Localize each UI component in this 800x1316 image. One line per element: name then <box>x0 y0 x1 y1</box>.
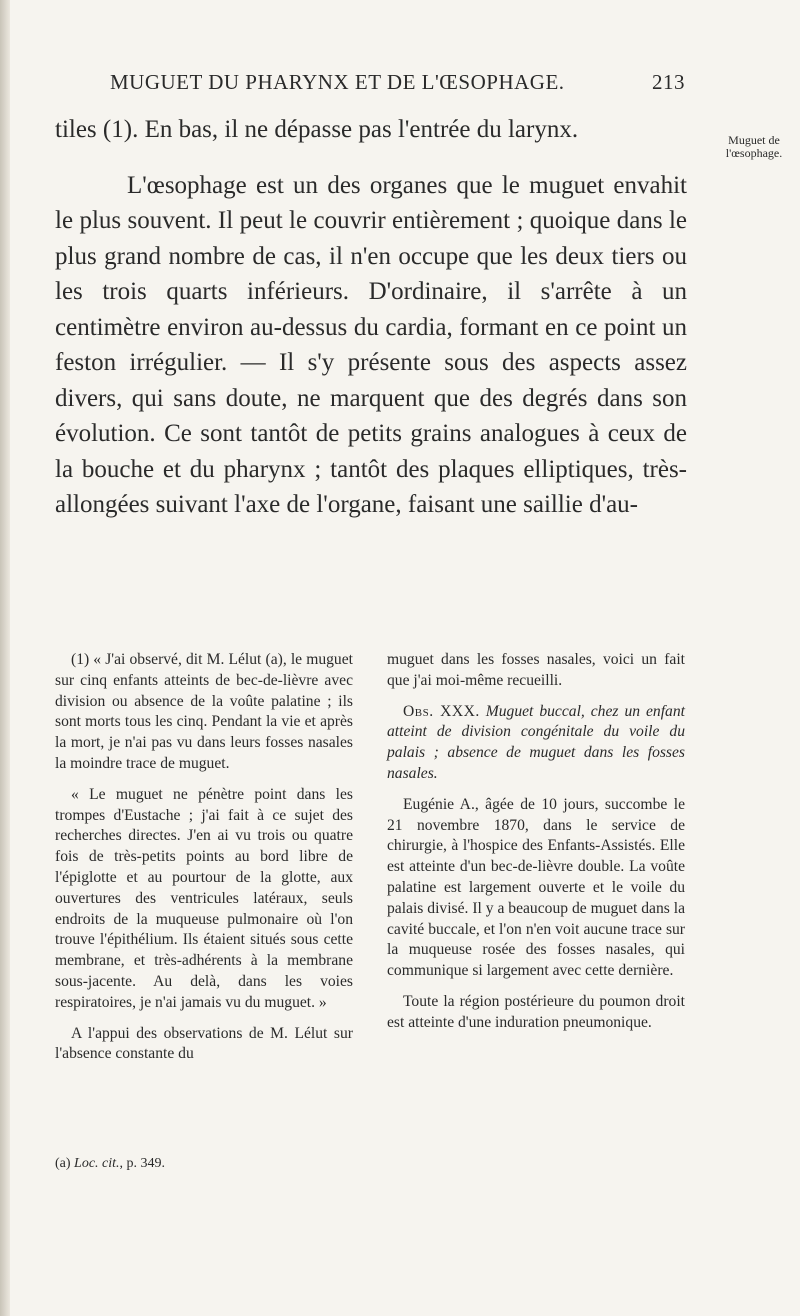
footnote-paragraph: « Le muguet ne pénètre point dans les trompes d'Eustache ; j'ai fait à ce sujet des recherches directes. J'en ai vu trois ou quatre fois de très-petits points au bord libre de l'épiglotte et au pourtour de la glotte, aux ouvertures des ventricules latéraux, seuls endroits de la muqueuse pulmonaire où l'on trouve l'épithélium. Ils étaient situés sous cette membrane, et très-adhérents à la membrane sous-jacente. Au delà, dans les voies respiratoires, je n'ai jamais vu du muguet. » <box>55 785 353 1011</box>
main-text <box>55 112 687 523</box>
running-head <box>110 70 685 95</box>
footnote-columns <box>55 650 685 1075</box>
footnote-paragraph: A l'appui des observations de M. Lélut sur l'absence constante du <box>55 1024 353 1063</box>
footnote-paragraph: (1) « J'ai observé, dit M. Lélut (a), le muguet sur cinq enfants atteints de bec-de-lièvre avec division ou absence de la voûte palatine ; ils sont morts tous les cinq. Pendant la vie et après la mort, je n'ai pas vu dans leurs fosses nasales la moindre trace de muguet. <box>55 651 353 772</box>
sub-footnote-marker: (a) <box>55 1156 71 1171</box>
observation-paragraph: Eugénie A., âgée de 10 jours, succombe le 21 novembre 1870, dans le service de chirurgie, à l'hospice des Enfants-Assistés. Elle est atteinte d'un bec-de-lièvre double. La voûte palatine est largement ouverte et le voile du palais divisé. Il y a beaucoup de muguet dans la cavité buccale, et l'on n'en voit aucune trace sur la muqueuse rosée des fosses nasales, qui communique si largement avec cette dernière. <box>387 795 685 980</box>
binding-edge <box>0 0 10 1316</box>
footnote-left-column <box>55 650 353 1075</box>
footnote-paragraph: muguet dans les fosses nasales, voici un fait que j'ai moi-même recueilli. <box>387 651 685 689</box>
sub-footnote <box>55 1156 355 1172</box>
observation-number: Obs. XXX. <box>403 702 480 720</box>
observation-paragraph: Toute la région postérieure du poumon droit est atteinte d'une induration pneumonique. <box>387 992 685 1031</box>
margin-note: Muguet de l'œsophage. <box>725 133 783 160</box>
sub-footnote-page: , p. 349. <box>119 1156 166 1171</box>
sub-footnote-ref: Loc. cit. <box>74 1156 120 1171</box>
footnote-right-column <box>387 650 685 1075</box>
page-number: 213 <box>652 70 685 94</box>
observation-title: Muguet buccal, chez un enfant atteint de division congénitale du voile du palais ; absence de muguet dans les fosses nasales. <box>387 702 685 782</box>
paragraph-oesophagus: L'œsophage est un des organes que le muguet envahit le plus souvent. Il peut le couvrir entièrement ; quoique dans le plus grand nombre de cas, il n'en occupe que les deux tiers ou les trois quarts inférieurs. D'ordinaire, il s'arrête à un centimètre environ au-dessus du cardia, formant en ce point un feston irrégulier. — Il s'y présente sous des aspects assez divers, qui sans doute, ne marquent que des degrés dans son évolution. Ce sont tantôt de petits grains analogues à ceux de la bouche et du pharynx ; tantôt des plaques elliptiques, très-allongées suivant l'axe de l'organe, faisant une saillie d'au- <box>55 171 687 518</box>
observation-heading <box>387 702 685 785</box>
running-title: MUGUET DU PHARYNX ET DE L'ŒSOPHAGE. <box>110 70 565 94</box>
paragraph-continuation: tiles (1). En bas, il ne dépasse pas l'entrée du larynx. <box>55 116 579 143</box>
